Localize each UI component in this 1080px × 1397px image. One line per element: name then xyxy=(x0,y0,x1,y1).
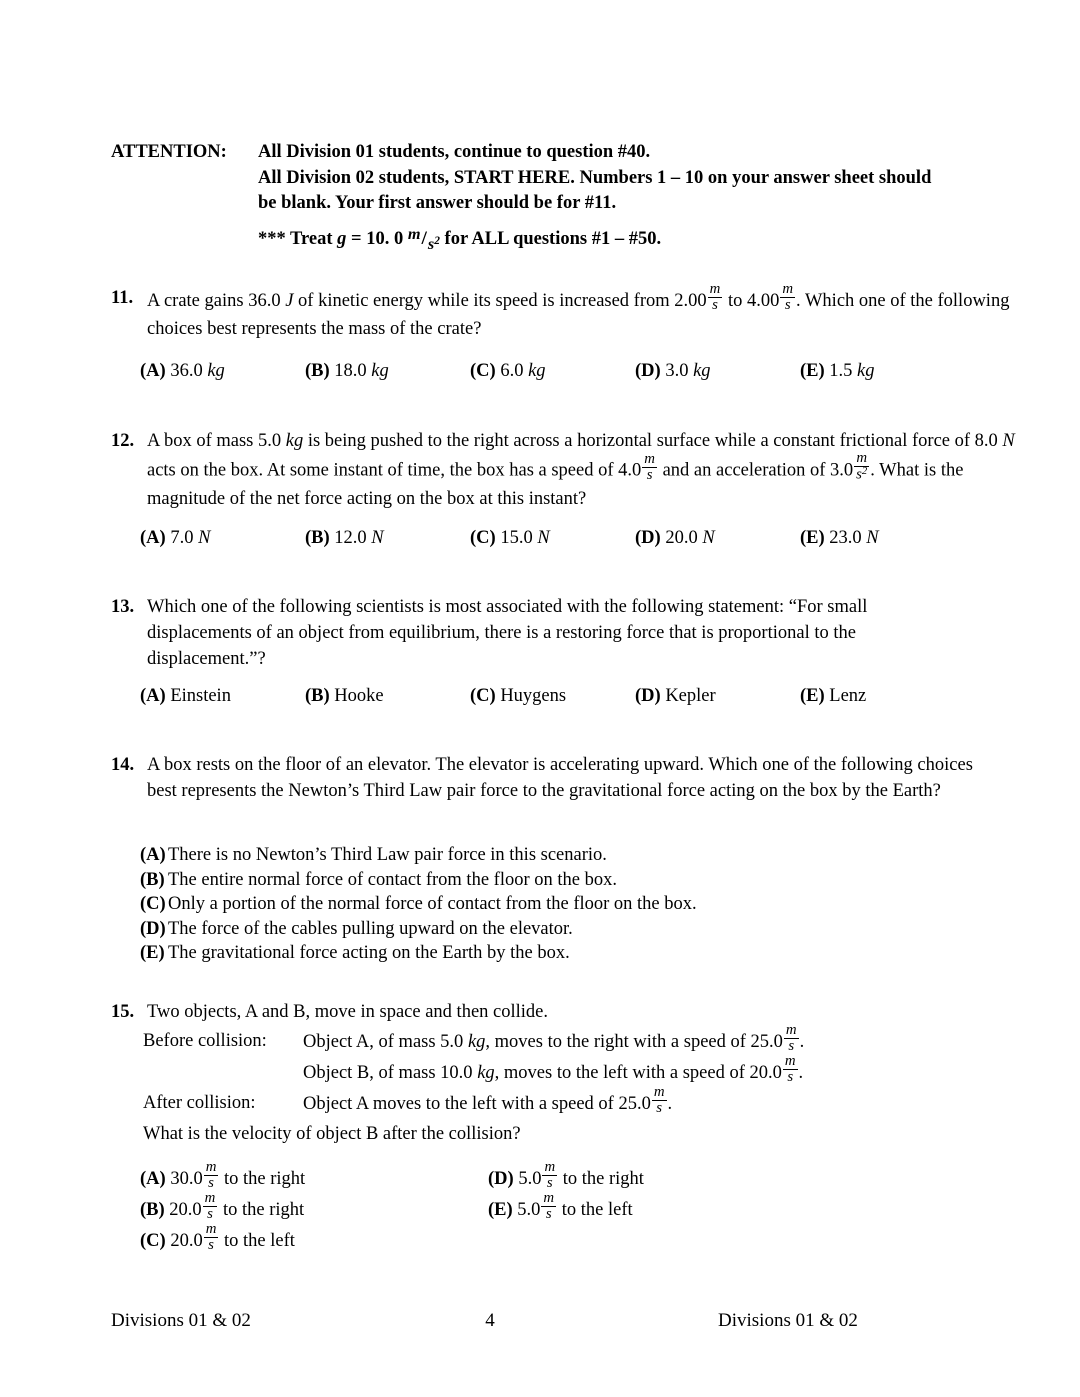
treat-unit-slash: / xyxy=(421,228,427,249)
q15-choice-b[interactable]: (B) 20.0 $\frac{m}{s}$ to the right xyxy=(140,1190,305,1223)
question-13-number: 13. xyxy=(111,597,135,617)
q11-text-3: to 4.00 xyxy=(723,290,780,311)
q14-choice-c[interactable]: (C) Only a portion of the normal force of contact from the floor on the box. xyxy=(140,894,697,914)
q12-text-1: A box of mass 5.0 xyxy=(147,431,286,451)
question-15-collision-table xyxy=(143,1022,1043,1150)
q15-choice-d[interactable]: (D) 5.0 $\frac{m}{s}$ to the right xyxy=(488,1159,644,1192)
question-14-choices xyxy=(140,843,697,966)
question-14-number: 14. xyxy=(111,755,135,775)
q15-after-collision-row xyxy=(143,1084,1043,1119)
q12-unit-newton: N xyxy=(1002,431,1015,451)
attention-block xyxy=(111,140,1001,217)
attention-line-3: be blank. Your first answer should be for #11. xyxy=(258,193,617,213)
q15-object-a-after: Object A moves to the left with a speed of 25.0 $\frac{m}{s}$ . xyxy=(303,1084,673,1117)
q13-choice-a[interactable]: (A) Einstein xyxy=(140,686,231,706)
q12-unit-kg: kg xyxy=(285,431,304,451)
question-12-stem xyxy=(147,428,1023,512)
question-12 xyxy=(111,428,1023,512)
q12-choice-d[interactable]: (D) 20.0 N xyxy=(635,528,715,548)
gravity-constant-note xyxy=(258,224,662,253)
attention-label: ATTENTION: xyxy=(111,142,227,162)
q15-choice-c-unit: $\frac{m}{s}$ xyxy=(205,1221,217,1254)
question-11 xyxy=(111,281,1016,342)
question-14 xyxy=(111,752,973,804)
q11-speed-unit-2: $\frac{m}{s}$ xyxy=(782,281,794,314)
q12-choice-b[interactable]: (B) 12.0 N xyxy=(305,528,384,548)
question-13-choices xyxy=(140,683,940,709)
treat-suffix: for ALL questions #1 – #50. xyxy=(439,229,662,249)
q15-object-a-before: Object A, of mass 5.0 kg, moves to the right with a speed of 25.0 $\frac{m}{s}$ . xyxy=(303,1022,805,1055)
q15-final-question: What is the velocity of object B after the collision? xyxy=(143,1124,521,1144)
attention-line-1: All Division 01 students, continue to question #40. xyxy=(258,142,651,162)
q11-choice-b[interactable]: (B) 18.0 kg xyxy=(305,361,389,381)
q12-accel-unit: $\frac{m}{s^2}$ xyxy=(856,450,868,483)
question-15 xyxy=(111,999,991,1025)
q15-speed-unit-after: $\frac{m}{s}$ xyxy=(653,1084,665,1117)
treat-value: 10. 0 xyxy=(366,229,408,249)
page-footer xyxy=(0,1306,1080,1336)
treat-prefix: *** Treat xyxy=(258,229,338,249)
q15-choice-a[interactable]: (A) 30.0 $\frac{m}{s}$ to the right xyxy=(140,1159,306,1192)
q12-text-5: . What is the magnitude of the net force acting on the box at this instant? xyxy=(147,460,964,509)
q11-text-2: of kinetic energy while its speed is increased from 2.00 xyxy=(293,290,707,311)
q11-text-1: A crate gains 36.0 xyxy=(147,290,286,311)
footer-left-divisions: Divisions 01 & 02 xyxy=(111,1310,251,1331)
treat-unit-exponent: 2 xyxy=(434,234,440,247)
question-11-number: 11. xyxy=(111,288,134,308)
q15-before-collision-row-1 xyxy=(143,1022,1043,1057)
q12-choice-c[interactable]: (C) 15.0 N xyxy=(470,528,550,548)
q15-object-b-before: Object B, of mass 10.0 kg, moves to the left with a speed of 20.0 $\frac{m}{s}$ . xyxy=(303,1053,804,1086)
question-15-stem: Two objects, A and B, move in space and then collide. xyxy=(147,1002,548,1022)
q15-choice-d-unit: $\frac{m}{s}$ xyxy=(544,1159,556,1192)
question-13 xyxy=(111,594,931,672)
attention-line-2: All Division 02 students, START HERE. Numbers 1 – 10 on your answer sheet should xyxy=(258,167,932,188)
q15-choice-b-unit: $\frac{m}{s}$ xyxy=(204,1190,216,1223)
q11-choice-c[interactable]: (C) 6.0 kg xyxy=(470,361,546,381)
q11-choice-d[interactable]: (D) 3.0 kg xyxy=(635,361,711,381)
q14-choice-e[interactable]: (E) The gravitational force acting on the Earth by the box. xyxy=(140,943,570,963)
q14-choice-a[interactable]: (A) There is no Newton’s Third Law pair force in this scenario. xyxy=(140,845,607,865)
q15-choice-c[interactable]: (C) 20.0 $\frac{m}{s}$ to the left xyxy=(140,1221,295,1254)
question-12-choices xyxy=(140,525,940,551)
q12-speed-unit: $\frac{m}{s}$ xyxy=(644,450,655,483)
treat-equals: = xyxy=(346,229,367,249)
q15-choice-e-unit: $\frac{m}{s}$ xyxy=(543,1190,555,1223)
q15-before-collision-label: Before collision: xyxy=(143,1031,267,1051)
attention-lines xyxy=(258,140,1001,217)
q15-choice-a-unit: $\frac{m}{s}$ xyxy=(205,1159,217,1192)
q11-choice-e[interactable]: (E) 1.5 kg xyxy=(800,361,875,381)
question-12-number: 12. xyxy=(111,431,135,451)
q11-text-4: . Which one of the following choices best represents the mass of the crate? xyxy=(147,290,1010,340)
q14-choice-d[interactable]: (D) The force of the cables pulling upward on the elevator. xyxy=(140,918,573,939)
q12-text-4: and an acceleration of 3.0 xyxy=(657,460,854,481)
q12-choice-a[interactable]: (A) 7.0 N xyxy=(140,528,211,548)
treat-unit-denominator: $s^2$ xyxy=(427,233,440,253)
q13-choice-d[interactable]: (D) Kepler xyxy=(635,686,716,706)
footer-right-divisions: Divisions 01 & 02 xyxy=(718,1310,858,1331)
treat-symbol-g: g xyxy=(337,229,347,249)
q13-choice-e[interactable]: (E) Lenz xyxy=(800,686,867,706)
q15-choice-e[interactable]: (E) 5.0 $\frac{m}{s}$ to the left xyxy=(488,1190,633,1223)
q11-speed-unit-1: $\frac{m}{s}$ xyxy=(709,281,721,314)
q13-choice-b[interactable]: (B) Hooke xyxy=(305,686,384,706)
question-11-choices xyxy=(140,358,940,384)
q15-speed-unit-b: $\frac{m}{s}$ xyxy=(784,1053,796,1086)
treat-unit-fraction xyxy=(407,224,440,253)
question-15-number: 15. xyxy=(111,1002,135,1022)
question-13-stem: Which one of the following scientists is most associated with the following statement: “For small displacements of an object from equilibrium, there is a restoring force that is proportional to the displacement.”? xyxy=(147,597,868,669)
q11-choice-a[interactable]: (A) 36.0 kg xyxy=(140,361,225,381)
q12-text-3: acts on the box. At some instant of time, the box has a speed of 4.0 xyxy=(147,460,642,481)
q15-choices-right-column xyxy=(488,1159,644,1225)
question-14-stem: A box rests on the floor of an elevator. The elevator is accelerating upward. Which one of the following choices best represents the Newton’s Third Law pair force to the gravitational force acting on the box by the Earth? xyxy=(147,755,973,801)
q12-text-2: is being pushed to the right across a horizontal surface while a constant frictional force of 8.0 xyxy=(303,431,1003,451)
q15-before-collision-row-2 xyxy=(143,1053,1043,1088)
q11-unit-joule: J xyxy=(285,290,294,311)
q15-choices-left-column xyxy=(140,1159,306,1256)
question-11-stem xyxy=(147,281,1016,342)
q12-choice-e[interactable]: (E) 23.0 N xyxy=(800,528,879,548)
q14-choice-b[interactable]: (B) The entire normal force of contact from the floor on the box. xyxy=(140,869,617,890)
q15-speed-unit-a: $\frac{m}{s}$ xyxy=(785,1022,797,1055)
treat-unit-numerator: m xyxy=(407,224,421,244)
footer-page-number: 4 xyxy=(485,1310,495,1331)
q15-after-collision-label: After collision: xyxy=(143,1093,256,1113)
q13-choice-c[interactable]: (C) Huygens xyxy=(470,686,567,706)
